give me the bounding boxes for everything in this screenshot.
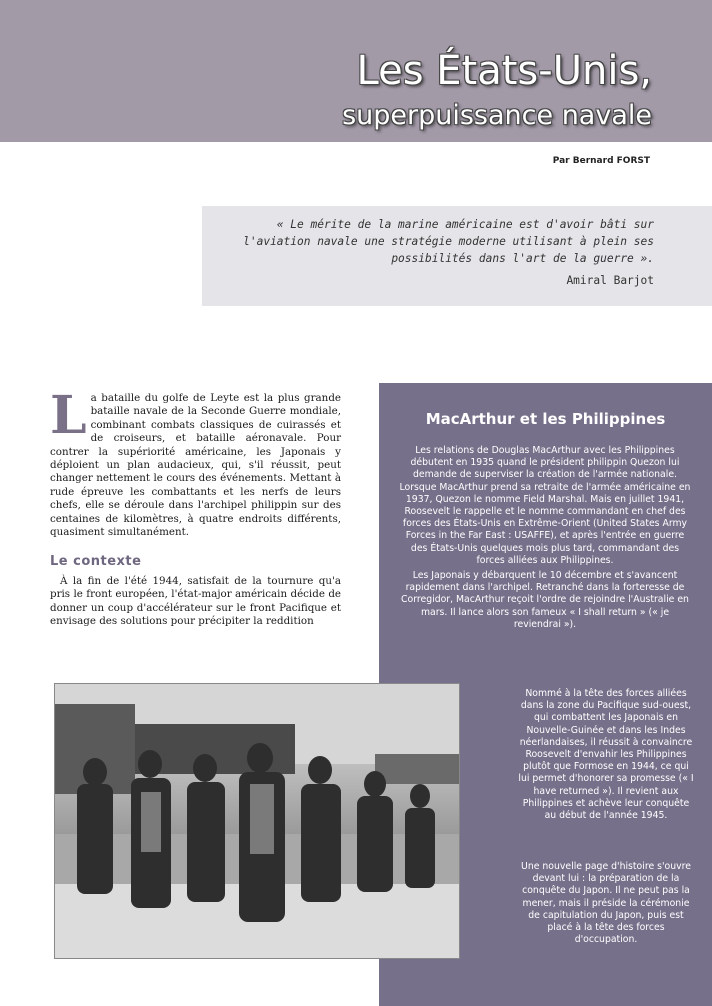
intro-text: a bataille du golfe de Leyte est la plus grande bataille navale de la Seconde Guerre mondiale, combinant combats classiques de cuirassés et de croiseurs, et bataille aéronavale. Pour contrer la supériorité américaine, les Japonais y déploient un plan audacieux, qui, s'il réussit, peut changer nettement le cours des événements. Mettant à rude épreuve les combattants et les nerfs de leurs chefs, elle se déroule dans l'archipel philippin sur des centaines de kilomètres, à quatre endroits différents, quasiment simultanément. — [50, 392, 341, 539]
sidebar-paragraph: Les Japonais y débarquent le 10 décembre et s'avancent rapidement dans l'archipel. Retranché dans la forteresse de Corregidor, MacArthur reçoit l'ordre de rejoindre l'Australie en mars. Il lance alors son fameux « I shall return » (« je reviendrai »). — [401, 570, 689, 630]
quote-text: « Le mérite de la marine américaine est d'avoir bâti sur l'aviation navale une stratégie moderne utilisant à plein ses possibilités dans l'art de la guerre ». — [243, 218, 654, 265]
photo-illustration — [55, 684, 460, 959]
sidebar-text-top — [399, 445, 691, 631]
sidebar-paragraph: Nommé à la tête des forces alliées dans la zone du Pacifique sud-ouest, qui combattent les Japonais en Nouvelle-Guinée et dans les Indes néerlandaises, il réussit à convaincre Roosevelt d'envahir les Philippines plutôt que Formose en 1944, ce qui lui permet d'honorer sa promesse (« I have returned »). Il revient aux Philippines et achève leur conquête au début de l'année 1945. — [518, 688, 694, 822]
historical-photo — [54, 683, 460, 959]
section-heading: Le contexte — [50, 554, 142, 570]
sidebar-title: MacArthur et les Philippines — [425, 410, 666, 428]
article-body — [50, 385, 341, 629]
byline: Par Bernard FORST — [552, 156, 650, 166]
context-paragraph: À la fin de l'été 1944, satisfait de la tournure qu'a pris le front européen, l'état-major américain décide de donner un coup d'accélérateur sur le front Pacifique et envisage des solutions pour précipiter la reddition — [50, 574, 341, 628]
quote-author: Amiral Barjot — [566, 274, 654, 287]
sidebar-paragraph: Les relations de Douglas MacArthur avec les Philippines débutent en 1935 quand le président philippin Quezon lui demande de superviser la création de l'armée nationale. Lorsque MacArthur prend sa retraite de l'armée américaine en 1937, Quezon le nomme Field Marshal. Mais en juillet 1941, Roosevelt le rappelle et le nomme commandant en chef des forces des États-Unis en Extrême-Orient (United States Army Forces in the Far East : USAFFE), et après l'entrée en guerre des États-Unis quelques mois plus tard, commandant des forces alliées aux Philippines. — [399, 445, 691, 566]
article-subtitle: superpuissance navale — [342, 100, 652, 131]
sidebar-paragraph: Une nouvelle page d'histoire s'ouvre devant lui : la préparation de la conquête du Japon. Il ne peut pas la mener, mais il préside la cérémonie de capitulation du Japon, puis est placé à la tête des forces d'occupation. — [521, 861, 691, 946]
article-title: Les États-Unis, — [356, 48, 652, 94]
header-band — [0, 0, 712, 142]
drop-cap: L — [50, 385, 87, 446]
quote-box — [202, 206, 712, 306]
intro-paragraph — [50, 385, 341, 539]
